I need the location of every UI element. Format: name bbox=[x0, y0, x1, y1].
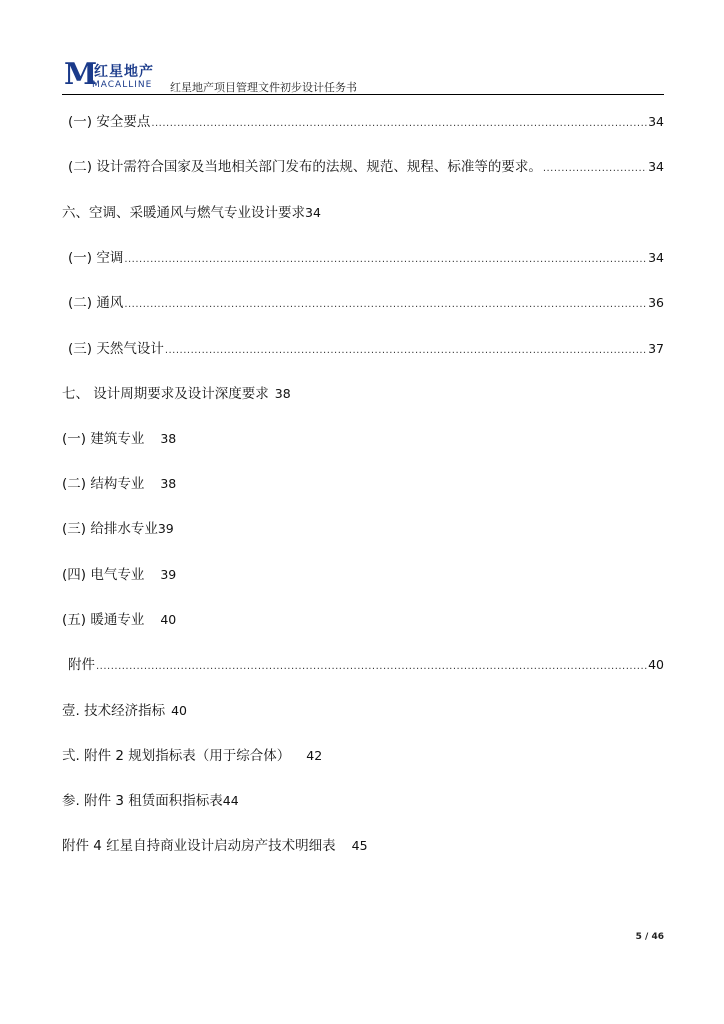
toc-entry-page: 45 bbox=[351, 838, 368, 853]
toc-entry-page: 39 bbox=[157, 521, 174, 536]
toc-entry-text: 壹. 技术经济指标 bbox=[62, 703, 166, 719]
toc-entry[interactable] bbox=[62, 836, 664, 856]
toc-entry-text: (一) 安全要点 bbox=[68, 114, 151, 130]
toc-entry-page: 40 bbox=[171, 703, 187, 718]
toc-leader-dots bbox=[124, 295, 647, 315]
toc-entry-text: (五) 暖通专业 bbox=[62, 612, 145, 628]
toc-entry-page: 40 bbox=[648, 657, 664, 672]
toc-entry[interactable] bbox=[62, 746, 664, 766]
document-title: 红星地产项目管理文件初步设计任务书 bbox=[170, 81, 357, 94]
toc-entry[interactable] bbox=[62, 610, 664, 630]
toc-entry-text: 六、空调、采暖通风与燃气专业设计要求 bbox=[62, 205, 305, 221]
toc-entry-text: 七、 设计周期要求及设计深度要求 bbox=[62, 386, 269, 402]
toc-leader-dots bbox=[151, 114, 647, 134]
toc-entry[interactable] bbox=[62, 701, 664, 721]
toc-entry-text: (二) 结构专业 bbox=[62, 476, 145, 492]
toc-entry-text: 弍. 附件 2 规划指标表（用于综合体） bbox=[62, 748, 291, 764]
macalline-logo-en: MACALLINE bbox=[92, 80, 153, 90]
toc-entry-text: (三) 给排水专业 bbox=[62, 521, 158, 537]
macalline-logo-cn: 红星地产 bbox=[94, 64, 154, 80]
toc-entry[interactable] bbox=[62, 565, 664, 585]
toc-entry-text: (一) 空调 bbox=[68, 250, 124, 266]
toc-entry-page: 36 bbox=[648, 295, 664, 310]
toc-entry-page: 39 bbox=[160, 567, 177, 582]
header-divider bbox=[62, 94, 664, 95]
toc-entry[interactable] bbox=[62, 157, 664, 177]
toc-entry-page: 38 bbox=[160, 476, 177, 491]
toc-leader-dots bbox=[124, 250, 647, 270]
toc-entry[interactable] bbox=[62, 112, 664, 132]
toc-entry[interactable] bbox=[62, 293, 664, 313]
page-header bbox=[62, 58, 664, 94]
toc-entry-page: 34 bbox=[648, 159, 664, 174]
toc-entry-page: 42 bbox=[306, 748, 323, 763]
toc-entry-page: 34 bbox=[305, 205, 321, 220]
toc-entry-text: (一) 建筑专业 bbox=[62, 431, 145, 447]
toc-leader-dots bbox=[543, 159, 647, 179]
toc-entry-text: (四) 电气专业 bbox=[62, 567, 145, 583]
toc-entry-page: 34 bbox=[648, 250, 664, 265]
toc-entry-text: (二) 通风 bbox=[68, 295, 124, 311]
toc-entry-text: 参. 附件 3 租赁面积指标表 bbox=[62, 793, 223, 809]
toc-entry[interactable] bbox=[62, 655, 664, 675]
toc-entry-page: 37 bbox=[648, 341, 664, 356]
toc-entry[interactable] bbox=[62, 429, 664, 449]
toc-entry[interactable] bbox=[62, 248, 664, 268]
toc-entry-text: (二) 设计需符合国家及当地相关部门发布的法规、规范、规程、标准等的要求。 bbox=[68, 159, 542, 175]
toc-entry-text: 附件 bbox=[68, 657, 95, 673]
macalline-logo-letter: M bbox=[64, 57, 98, 92]
toc-entry-text: 附件 4 红星自持商业设计启动房产技术明细表 bbox=[62, 838, 336, 854]
toc-leader-dots bbox=[96, 657, 647, 677]
toc-entry-page: 38 bbox=[274, 386, 291, 401]
toc-entry[interactable] bbox=[62, 791, 664, 811]
page-number: 5 / 46 bbox=[635, 932, 664, 942]
toc-entry-page: 34 bbox=[648, 114, 664, 129]
toc-entry[interactable] bbox=[62, 384, 664, 404]
toc-entry[interactable] bbox=[62, 339, 664, 359]
toc-entry-page: 38 bbox=[160, 431, 177, 446]
toc-entry-text: (三) 天然气设计 bbox=[68, 341, 164, 357]
toc-entry-page: 44 bbox=[222, 793, 239, 808]
toc-entry[interactable] bbox=[62, 474, 664, 494]
toc-entry[interactable] bbox=[62, 519, 664, 539]
toc-entry-page: 40 bbox=[160, 612, 177, 627]
toc-leader-dots bbox=[165, 341, 647, 361]
toc-entry[interactable] bbox=[62, 203, 664, 223]
